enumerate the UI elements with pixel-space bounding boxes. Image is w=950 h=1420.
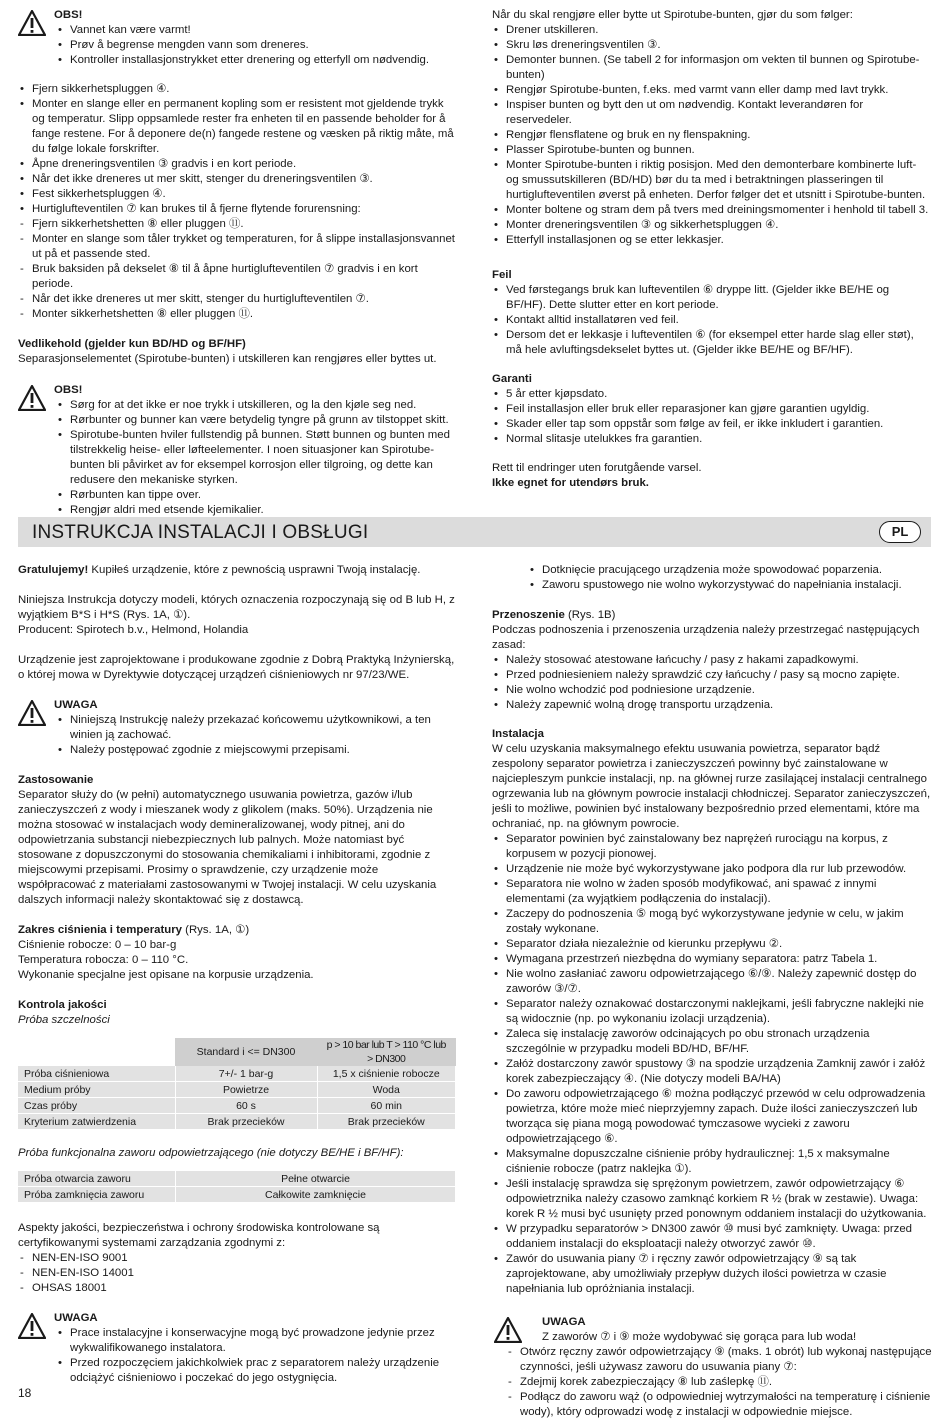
- list-item: • Jeśli instalację sprawdza się sprężonym powietrzem, zawór odpowietrzający ⑥ odpowietrznika należy czasowo zamknąć korkiem R ½ (brak w zestawie). Uwaga: korek R ½ musi być usunięty przed ponownym oddaniem instalacji do użytkowania.: [492, 1177, 932, 1222]
- pl-intro-producer: Producent: Spirotech b.v., Helmond, Holandia: [18, 624, 249, 636]
- list-item: - Bruk baksiden på dekselet ⑧ til å åpne hurtiglufteventilen ⑦ gradvis i en kort periode.: [18, 262, 458, 292]
- list-item: - Fjern sikkerhetshetten ⑧ eller pluggen ⑪.: [18, 217, 458, 232]
- no-cleaning-intro: Når du skal rengjøre eller bytte ut Spirotube-bunten, gjør du som følger:: [492, 9, 853, 21]
- list-item: • Rengjør flensflatene og bruk en ny flenspakning.: [492, 128, 932, 143]
- list-item: • Separator powinien być zainstalowany bez naprężeń rurociągu na korpus, z korpusem w pozycji pionowej.: [492, 832, 932, 862]
- pl-warning-3-steps: [492, 1345, 932, 1420]
- list-item: • W przypadku separatorów > DN300 zawór ⑩ musi być zamknięty. Uwaga: przed oddaniem instalacji do eksploatacji należy otworzyć zawór ⑩.: [492, 1222, 932, 1252]
- table-cell: 60 s: [175, 1098, 317, 1114]
- pl-warning-title-2: UWAGA: [54, 1312, 98, 1324]
- table-row: [18, 1066, 456, 1082]
- warning-triangle-icon: [18, 1313, 46, 1339]
- pl-congrats: [18, 563, 458, 578]
- list-item: • Zaczepy do podnoszenia ⑤ mogą być wykorzystywane jedynie w celu, w jakim zostały wykonane.: [492, 907, 932, 937]
- list-item: • Kontakt alltid installatøren ved feil.: [492, 313, 932, 328]
- pl-congrats-bold: Gratulujemy!: [18, 564, 89, 576]
- pl-pt-line: Wykonanie specjalne jest opisane na korpusie urządzenia.: [18, 969, 314, 981]
- list-item: - NEN-EN-ISO 9001: [18, 1251, 458, 1266]
- list-item: • Nie wolno zasłaniać zaworu odpowietrzającego ⑥/⑨. Należy zapewnić dostęp do zaworów ③/⑦.: [492, 967, 932, 997]
- table-header-cell: p > 10 bar lub T > 110 °C lub > DN300: [317, 1038, 456, 1066]
- list-item: • Zaworu spustowego nie wolno wykorzystywać do napełniania instalacji.: [528, 578, 932, 593]
- table-header-cell: Standard i <= DN300: [175, 1038, 317, 1066]
- pl-right-column: [492, 563, 932, 1420]
- list-item: • Separator należy oznakować dostarczonymi naklejkami, jeśli fabryczne naklejki nie są widocznie (np. po wykonaniu izolacji urządzenia).: [492, 997, 932, 1027]
- pl-transport-list: [492, 653, 932, 713]
- list-item: • Fjern sikkerhetspluggen ④.: [18, 82, 458, 97]
- list-item: • Załóż dostarczony zawór spustowy ③ na spodzie urządzenia Zamknij zawór i załóż korek zabezpieczający ④. (Nie dotyczy modeli BA/HA): [492, 1057, 932, 1087]
- no-warning-box-1: [18, 8, 458, 68]
- table-cell: Woda: [317, 1082, 456, 1098]
- list-item: • Monter en slange eller en permanent kopling som er resistent mot gjeldende trykk og temperatur. Slipp oppsamlede rester fra enheten til en passende beholder for å fange restene. For å deponere de(n) fangede restene og væsken på riktig måte, må du følge lokale forskrifter.: [18, 97, 458, 157]
- list-item: • Drener utskilleren.: [492, 23, 932, 38]
- pl-warning-lead: Z zaworów ⑦ i ⑨ może wydobywać się gorąca para lub woda!: [542, 1331, 857, 1343]
- list-item: • Separatora nie wolno w żaden sposób modyfikować, ani spawać z innymi elementami (za wyjątkiem podłączenia do instalacji).: [492, 877, 932, 907]
- list-item: • Niniejszą Instrukcję należy przekazać końcowemu użytkownikowi, a ten winien ją zachować.: [56, 713, 458, 743]
- pl-section-title: INSTRUKCJA INSTALACJI I OBSŁUGI: [32, 522, 369, 543]
- table-cell: Brak przecieków: [317, 1114, 456, 1130]
- no-drain-substeps: [18, 217, 458, 322]
- list-item: • Hurtiglufteventilen ⑦ kan brukes til å fjerne flytende forurensning:: [18, 202, 458, 217]
- list-item: - NEN-EN-ISO 14001: [18, 1266, 458, 1281]
- list-item: • Inspiser bunten og bytt den ut om nødvendig. Kontakt leverandøren for reservedeler.: [492, 98, 932, 128]
- list-item: • Dersom det er lekkasje i lufteventilen ⑥ (for eksempel etter harde slag eller støt), må hele avluftingsdekselet byttes ut. (Gjelder ikke BE/HE og BF/HF).: [492, 328, 932, 358]
- pl-pt-line: Temperatura robocza: 0 – 110 °C.: [18, 954, 189, 966]
- list-item: • Fest sikkerhetspluggen ④.: [18, 187, 458, 202]
- list-item: • Rørbunten kan tippe over.: [56, 488, 458, 503]
- pl-warning-box-2: [18, 1311, 458, 1386]
- no-warning-box-2: [18, 383, 458, 518]
- warning-triangle-icon: [494, 1317, 522, 1343]
- pl-pt-ref: (Rys. 1A, ①): [181, 924, 250, 936]
- list-item: • Monter boltene og stram dem på tvers med dreiningsmomenter i henhold til tabell 3.: [492, 203, 932, 218]
- list-item: - Monter en slange som tåler trykket og temperaturen, for å slippe installasjonsvannet ut på et passende sted.: [18, 232, 458, 262]
- list-item: • Przed rozpoczęciem jakichkolwiek prac z separatorem należy urządzenie odciążyć ciśnieniowo i poczekać do jego ostygnięcia.: [56, 1356, 458, 1386]
- list-item: • Når det ikke dreneres ut mer skitt, stenger du dreneringsventilen ③.: [18, 172, 458, 187]
- list-item: • Åpne dreneringsventilen ③ gradvis i en kort periode.: [18, 157, 458, 172]
- list-item: • Monter dreneringsventilen ③ og sikkerhetspluggen ④.: [492, 218, 932, 233]
- list-item: • Rengjør aldri med etsende kjemikalier.: [56, 503, 458, 518]
- warning-triangle-icon: [18, 10, 46, 36]
- list-item: • Spirotube-bunten hviler fullstendig på bunnen. Støtt bunnen og bunten med tilstrekkelig heise- eller løfteelementer. I noen situasjoner kan Spirotube-bunten bli påvirket av for eksempel korrosjon eller tilgroing, og dette kan redusere den mekaniske styrken.: [56, 428, 458, 488]
- pl-pt-line: Ciśnienie robocze: 0 – 10 bar-g: [18, 939, 177, 951]
- list-item: • Wymagana przestrzeń niezbędna do wymiany separatora: patrz Tabela 1.: [492, 952, 932, 967]
- pl-congrats-text: Kupiłeś urządzenie, które z pewnością usprawni Twoją instalację.: [88, 564, 421, 576]
- no-warning-title-2: OBS!: [54, 384, 83, 396]
- table-cell: Całkowite zamknięcie: [176, 1187, 456, 1203]
- no-warranty-list: [492, 387, 932, 447]
- table-cell: Próba zamknięcia zaworu: [18, 1187, 176, 1203]
- pl-section-banner: [18, 517, 931, 547]
- no-warranty-heading: Garanti: [492, 373, 532, 385]
- list-item: • Etterfyll installasjonen og se etter lekkasjer.: [492, 233, 932, 248]
- pl-transport-title: Przenoszenie: [492, 609, 565, 621]
- list-item: • Prace instalacyjne i konserwacyjne mogą być prowadzone jedynie przez wykwalifikowanego instalatora.: [56, 1326, 458, 1356]
- list-item: • Maksymalne dopuszczalne ciśnienie próby hydraulicznej: 1,5 x maksymalne ciśnienie robocze (patrz naklejka ①).: [492, 1147, 932, 1177]
- list-item: - Zdejmij korek zabezpieczający ⑧ lub zaślepkę ⑪.: [506, 1375, 932, 1390]
- pl-install-list: [492, 832, 932, 1297]
- pl-warning-title-1: UWAGA: [54, 699, 98, 711]
- table-cell: Kryterium zatwierdzenia: [18, 1114, 175, 1130]
- no-maintenance-heading: Vedlikehold (gjelder kun BD/HD og BF/HF): [18, 338, 246, 350]
- no-fault-heading: Feil: [492, 269, 512, 281]
- pl-install-heading: Instalacja: [492, 728, 544, 740]
- no-fault-list: [492, 283, 932, 358]
- table-cell: Pełne otwarcie: [176, 1171, 456, 1187]
- list-item: • Należy stosować atestowane łańcuchy / pasy z hakami zapadkowymi.: [492, 653, 932, 668]
- pl-warning-continued: [492, 563, 932, 593]
- table-cell: 60 min: [317, 1098, 456, 1114]
- table-row: [18, 1187, 456, 1203]
- pl-qc-subheading: Próba szczelności: [18, 1014, 110, 1026]
- list-item: • Do zaworu odpowietrzającego ⑥ można podłączyć przewód w celu odprowadzenia powietrza, które może mieć nieprzyjemny zapach. Duże ilości zanieczyszczeń lub tworząca się piana mogą powodować tymczasowe wycieki z zaworu odpowietrzającego ⑥.: [492, 1087, 932, 1147]
- no-changes-note: Rett til endringer uten forutgående varsel.: [492, 462, 702, 474]
- table-cell: Powietrze: [175, 1082, 317, 1098]
- list-item: • Skader eller tap som oppstår som følge av feil, er ikke inkludert i garantien.: [492, 417, 932, 432]
- pl-intro-models: Niniejsza Instrukcja dotyczy modeli, których oznaczenia rozpoczynają się od B lub H, z wyjątkiem B*S i H*S (Rys. 1A, ①).: [18, 594, 455, 621]
- list-item: • Rengjør Spirotube-bunten, f.eks. med varmt vann eller damp med lavt trykk.: [492, 83, 932, 98]
- list-item: • Kontroller installasjonstrykket etter drenering og etterfyll om nødvendig.: [56, 53, 458, 68]
- list-item: - Monter sikkerhetshetten ⑧ eller pluggen ⑪.: [18, 307, 458, 322]
- list-item: • Normal slitasje utelukkes fra garantien.: [492, 432, 932, 447]
- pl-pt-heading: [18, 923, 458, 938]
- table-header-cell: [18, 1038, 175, 1066]
- pl-left-column: [18, 563, 458, 1386]
- table-row: [18, 1171, 456, 1187]
- list-item: • Vannet kan være varmt!: [56, 23, 458, 38]
- list-item: - Podłącz do zaworu wąż (o odpowiedniej wytrzymałości na temperaturę i ciśnienie wody), który odprowadzi wodę z instalacji w odpowiednie miejsce.: [506, 1390, 932, 1420]
- list-item: • Demonter bunnen. (Se tabell 2 for informasjon om vekten til bunnen og Spirotube-bunten): [492, 53, 932, 83]
- table-cell: Brak przecieków: [175, 1114, 317, 1130]
- no-left-column: [18, 8, 458, 518]
- pl-pt-title: Zakres ciśnienia i temperatury: [18, 924, 182, 936]
- pl-install-text: W celu uzyskania maksymalnego efektu usuwania powietrza, separator bądź zespolony separator powietrza i zanieczyszczeń powinny być zainstalowane w najciepleszym punkcie instalacji, np. na głównej rurze zasilającej instalacji centralnego ogrzewania lub na głównym powrocie instalacji chłodniczej. Separator zanieczyszczeń, jeśli to możliwe, powinien być instalowany bezpośrednio przed elementami, które ma ochraniać, np. na głównym powrocie.: [492, 743, 931, 830]
- list-item: • Zaleca się instalację zaworów odcinających po obu stronach urządzenia szczególnie w przypadku modeli BD/HD, BF/HF.: [492, 1027, 932, 1057]
- list-item: • Skru løs dreneringsventilen ③.: [492, 38, 932, 53]
- list-item: • Urządzenie nie może być wykorzystywane jako podpora dla rur lub przewodów.: [492, 862, 932, 877]
- no-right-column: [492, 8, 932, 491]
- list-item: • Prøv å begrense mengden vann som dreneres.: [56, 38, 458, 53]
- list-item: • Zawór do usuwania piany ⑦ i ręczny zawór odpowietrzający ⑨ są tak zaprojektowane, aby umożliwiały przepływ dużych ilości powietrza w czasie napełniania lub opróżniania instalacji.: [492, 1252, 932, 1297]
- pl-transport-heading: [492, 608, 932, 623]
- pl-transport-ref: (Rys. 1B): [564, 609, 616, 621]
- pl-certification-text: Aspekty jakości, bezpieczeństwa i ochrony środowiska kontrolowane są certyfikowanymi systemami zarządzania zgodnymi z:: [18, 1222, 380, 1249]
- language-badge: PL: [879, 521, 921, 543]
- pl-warning-box-1: [18, 698, 458, 758]
- list-item: - Når det ikke dreneres ut mer skitt, stenger du hurtiglufteventilen ⑦.: [18, 292, 458, 307]
- table-row: [18, 1082, 456, 1098]
- no-outdoor-note: Ikke egnet for utendørs bruk.: [492, 477, 649, 489]
- pl-qc-heading: Kontrola jakości: [18, 999, 107, 1011]
- list-item: • Dotknięcie pracującego urządzenia może spowodować poparzenia.: [528, 563, 932, 578]
- list-item: - Otwórz ręczny zawór odpowietrzający ⑨ (maks. 1 obrót) lub wykonaj następujące czynności, jeśli używasz zaworu do usuwania piany ⑦:: [506, 1345, 932, 1375]
- table-cell: 7+/- 1 bar-g: [175, 1066, 317, 1082]
- table-cell: Próba otwarcia zaworu: [18, 1171, 176, 1187]
- list-item: • Nie wolno wchodzić pod podniesione urządzenie.: [492, 683, 932, 698]
- pl-intro-directive: Urządzenie jest zaprojektowane i produkowane zgodnie z Dobrą Praktyką Inżynierską, o której mowa w Dyrektywie dotyczącej urządzeń ciśnieniowych nr 97/23/WE.: [18, 654, 455, 681]
- table-cell: Próba ciśnieniowa: [18, 1066, 175, 1082]
- pl-function-test-table: [18, 1171, 456, 1203]
- list-item: • Plasser Spirotube-bunten og bunnen.: [492, 143, 932, 158]
- list-item: • Sørg for at det ikke er noe trykk i utskilleren, og la den kjøle seg ned.: [56, 398, 458, 413]
- pl-certification-list: [18, 1251, 458, 1296]
- list-item: • Monter Spirotube-bunten i riktig posisjon. Med den demonterbare kombinerte luft- og smussutskilleren (BD/HD) bør du ta med i betraktningen plasseringen til hurtiglufteventilen øverst på enheten. Derfor følger det et utsnitt i Spirotube-bunten.: [492, 158, 932, 203]
- page-number: 18: [18, 1386, 32, 1400]
- no-maintenance-text: Separasjonselementet (Spirotube-bunten) i utskilleren kan rengjøres eller byttes ut.: [18, 353, 437, 365]
- warning-triangle-icon: [18, 700, 46, 726]
- table-cell: Medium próby: [18, 1082, 175, 1098]
- no-drain-steps: [18, 82, 458, 217]
- table-row: [18, 1114, 456, 1130]
- table-row: [18, 1098, 456, 1114]
- list-item: • Feil installasjon eller bruk eller reparasjoner kan gjøre garantien ugyldig.: [492, 402, 932, 417]
- list-item: • Rørbunter og bunner kan være betydelig tyngre på grunn av tilstoppet skitt.: [56, 413, 458, 428]
- pl-warning-title-3: UWAGA: [542, 1316, 586, 1328]
- list-item: • Należy zapewnić wolną drogę transportu urządzenia.: [492, 698, 932, 713]
- list-item: • Ved førstegangs bruk kan lufteventilen ⑥ dryppe litt. (Gjelder ikke BE/HE og BF/HF). Dette slutter etter en kort periode.: [492, 283, 932, 313]
- pl-use-text: Separator służy do (w pełni) automatycznego usuwania powietrza, gazów i/lub zanieczyszczeń z wody i mieszanek wody z glikolem (maks. 50%). Urządzenia nie można stosować w instalacjach wody demineralizowanej, wody pitnej, ani do odpowietrzania substancji niebezpiecznych lub palnych. Może natomiast być stosowane z dopuszczonymi do stosowania chemikaliami i inhibitorami, zgodnie z miejscowymi przepisami. Prosimy o sprawdzenie, czy urządzenie może współpracować z materiałami zastosowanymi w Twojej instalacji. W celu uzyskania dalszych informacji należy skontaktować się z dostawcą.: [18, 789, 437, 906]
- pl-function-test-heading: Próba funkcjonalna zaworu odpowietrzającego (nie dotyczy BE/HE i BF/HF):: [18, 1147, 404, 1159]
- pl-use-heading: Zastosowanie: [18, 774, 94, 786]
- pl-leak-test-table: [18, 1038, 456, 1130]
- table-header-row: [18, 1038, 456, 1066]
- warning-triangle-icon: [18, 385, 46, 411]
- table-cell: 1,5 x ciśnienie robocze: [317, 1066, 456, 1082]
- no-warning-title-1: OBS!: [54, 9, 83, 21]
- table-cell: Czas próby: [18, 1098, 175, 1114]
- no-cleaning-steps: [492, 23, 932, 248]
- list-item: • 5 år etter kjøpsdato.: [492, 387, 932, 402]
- list-item: • Należy postępować zgodnie z miejscowymi przepisami.: [56, 743, 458, 758]
- pl-transport-intro: Podczas podnoszenia i przenoszenia urządzenia należy przestrzegać następujących zasad:: [492, 624, 920, 651]
- list-item: - OHSAS 18001: [18, 1281, 458, 1296]
- list-item: • Przed podniesieniem należy sprawdzić czy łańcuchy / pasy są mocno zapięte.: [492, 668, 932, 683]
- list-item: • Separator działa niezależnie od kierunku przepływu ②.: [492, 937, 932, 952]
- pl-warning-box-3: [492, 1315, 932, 1345]
